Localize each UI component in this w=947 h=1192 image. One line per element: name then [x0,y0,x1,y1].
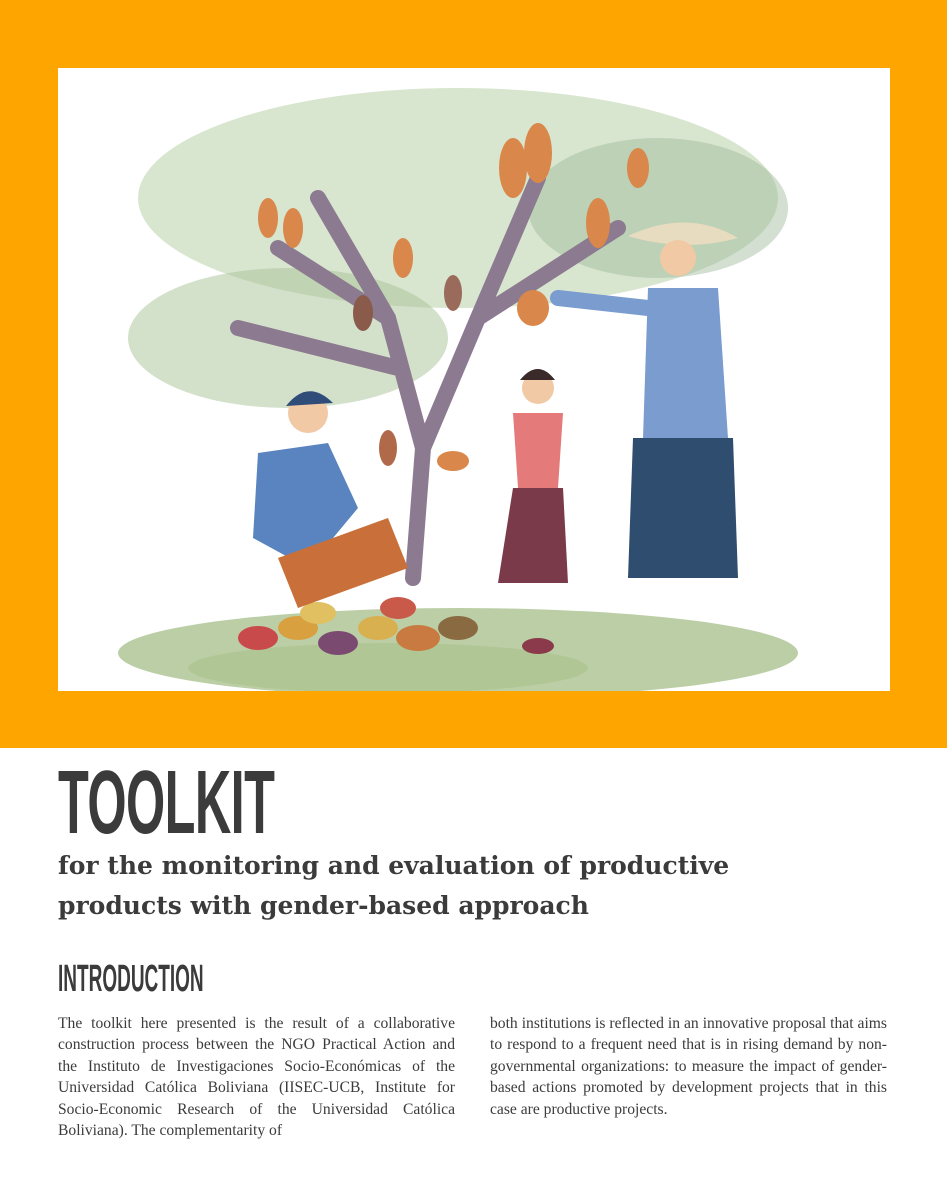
document-subtitle: for the monitoring and evaluation of productive products with gender-based approach [58,851,730,920]
introduction-heading: INTRODUCTION [58,958,204,1000]
cacao-harvest-illustration [58,68,890,691]
document-title: TOOLKIT [58,753,275,853]
introduction-text-right: both institutions is reflected in an innovative proposal that aims to respond to a frequent need that is in rising demand by non-governmental organizations: to measure the impact of gender-based actions promoted by development projects that in this case are productive projects. [490,1015,887,1118]
introduction-text-left: The toolkit here presented is the result of a collaborative construction process between the NGO Practical Action and the Instituto de Investigaciones Socio-Económicas of the Universidad Católica Boliviana (IISEC-UCB, Institute for Socio-Economic Research of the Universidad Católica Boliviana). The complementarity of [58,1015,455,1140]
